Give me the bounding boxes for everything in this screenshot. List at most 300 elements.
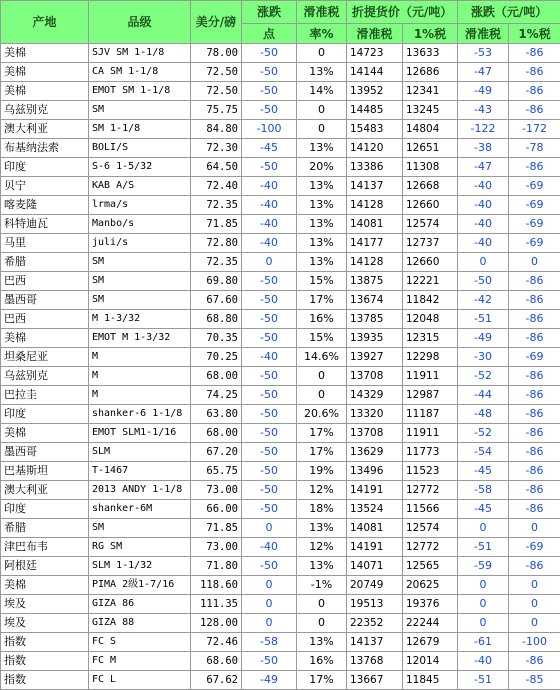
cell-sliding-tax: 13% [297,234,347,253]
cell-sliding-tax: 15% [297,272,347,291]
cell-sliding-tax: 14% [297,82,347,101]
cell-origin: 津巴布韦 [1,538,89,557]
cell-change-pts: -40 [242,196,297,215]
cell-change-1pct: 0 [509,595,560,614]
cell-landed-sliding: 14120 [347,139,403,158]
cell-sliding-tax: 13% [297,139,347,158]
cell-grade: SLM [89,443,191,462]
cell-change-pts: -50 [242,462,297,481]
cell-landed-sliding: 14177 [347,234,403,253]
cell-change-pts: 0 [242,519,297,538]
cell-usd-price: 69.80 [191,272,242,291]
cell-change-1pct: -86 [509,44,560,63]
cell-grade: SM [89,253,191,272]
cell-origin: 印度 [1,158,89,177]
cell-sliding-tax: 12% [297,538,347,557]
cell-grade: EMOT SM 1-1/8 [89,82,191,101]
cell-usd-price: 72.80 [191,234,242,253]
cell-grade: SM [89,519,191,538]
cell-usd-price: 71.85 [191,215,242,234]
cell-landed-sliding: 14137 [347,633,403,652]
cell-change-sliding: -47 [458,63,509,82]
table-row [1,595,560,614]
cell-landed-sliding: 14081 [347,215,403,234]
cell-change-1pct: -86 [509,462,560,481]
cell-change-sliding: -58 [458,481,509,500]
cell-origin: 指数 [1,652,89,671]
cell-usd-price: 118.60 [191,576,242,595]
cell-origin: 科特迪瓦 [1,215,89,234]
cell-change-pts: -40 [242,234,297,253]
cell-grade: SM [89,101,191,120]
table-row [1,405,560,424]
cell-change-1pct: -78 [509,139,560,158]
cell-landed-sliding: 20749 [347,576,403,595]
cell-change-pts: -49 [242,671,297,690]
cell-usd-price: 111.35 [191,595,242,614]
cell-landed-1pct: 12315 [403,329,458,348]
cell-change-1pct: -86 [509,386,560,405]
cell-grade: SM [89,291,191,310]
cell-change-1pct: -86 [509,63,560,82]
cell-grade: PIMA 2级1-7/16 [89,576,191,595]
cell-change-sliding: -59 [458,557,509,576]
cell-grade: S-6 1-5/32 [89,158,191,177]
cell-sliding-tax: 0 [297,595,347,614]
cell-landed-1pct: 11187 [403,405,458,424]
cell-usd-price: 67.62 [191,671,242,690]
cell-change-1pct: -69 [509,177,560,196]
cell-grade: EMOT M 1-3/32 [89,329,191,348]
cell-landed-sliding: 14081 [347,519,403,538]
table-row [1,424,560,443]
table-row [1,557,560,576]
table-row [1,633,560,652]
cell-change-1pct: 0 [509,614,560,633]
cell-landed-sliding: 13674 [347,291,403,310]
table-row [1,538,560,557]
cell-landed-1pct: 12772 [403,481,458,500]
table-body [1,44,560,690]
cell-landed-1pct: 12679 [403,633,458,652]
cell-change-pts: -40 [242,538,297,557]
header-landed-1pct: 1%税 [403,24,458,44]
header-sliding-tax-top: 滑准税 [297,1,347,24]
cell-change-sliding: 0 [458,595,509,614]
cell-change-sliding: -40 [458,196,509,215]
cell-origin: 希腊 [1,519,89,538]
table-row [1,652,560,671]
cell-origin: 墨西哥 [1,291,89,310]
cell-landed-1pct: 12651 [403,139,458,158]
cell-change-pts: -58 [242,633,297,652]
cell-landed-1pct: 11523 [403,462,458,481]
cell-landed-1pct: 12737 [403,234,458,253]
table-row [1,63,560,82]
cell-landed-1pct: 12014 [403,652,458,671]
table-row [1,44,560,63]
table-row [1,82,560,101]
cell-grade: CA SM 1-1/8 [89,63,191,82]
cell-change-pts: -50 [242,101,297,120]
cell-change-1pct: -86 [509,310,560,329]
cell-landed-1pct: 12574 [403,519,458,538]
cell-change-1pct: 0 [509,253,560,272]
cell-change-1pct: -172 [509,120,560,139]
cell-change-sliding: -44 [458,386,509,405]
cell-sliding-tax: 18% [297,500,347,519]
cell-sliding-tax: 20.6% [297,405,347,424]
cell-landed-1pct: 12668 [403,177,458,196]
cell-usd-price: 72.50 [191,63,242,82]
cell-usd-price: 70.35 [191,329,242,348]
cell-change-1pct: -86 [509,443,560,462]
table-row [1,177,560,196]
cell-usd-price: 71.85 [191,519,242,538]
cell-change-pts: -100 [242,120,297,139]
cell-landed-sliding: 14485 [347,101,403,120]
table-row [1,671,560,690]
cell-landed-sliding: 13496 [347,462,403,481]
header-change-sliding: 滑准税 [458,24,509,44]
cell-landed-1pct: 12565 [403,557,458,576]
cell-grade: BOLI/S [89,139,191,158]
cell-change-1pct: 0 [509,519,560,538]
cell-landed-sliding: 13667 [347,671,403,690]
cell-sliding-tax: 16% [297,310,347,329]
cell-origin: 巴拉圭 [1,386,89,405]
cell-change-pts: 0 [242,253,297,272]
cell-origin: 美棉 [1,424,89,443]
cell-usd-price: 68.00 [191,424,242,443]
cell-origin: 指数 [1,633,89,652]
cell-usd-price: 68.60 [191,652,242,671]
cell-change-pts: -50 [242,63,297,82]
cell-sliding-tax: 13% [297,557,347,576]
cell-origin: 美棉 [1,63,89,82]
table-row [1,253,560,272]
cell-change-sliding: -52 [458,424,509,443]
cell-landed-1pct: 11911 [403,367,458,386]
cell-change-1pct: -85 [509,671,560,690]
cell-usd-price: 70.25 [191,348,242,367]
cell-origin: 巴基斯坦 [1,462,89,481]
table-row [1,234,560,253]
cell-landed-1pct: 12772 [403,538,458,557]
cell-grade: KAB A/S [89,177,191,196]
cell-change-sliding: -42 [458,291,509,310]
cell-landed-sliding: 14144 [347,63,403,82]
cell-change-1pct: -86 [509,101,560,120]
cell-change-sliding: -61 [458,633,509,652]
table-row [1,614,560,633]
cell-grade: FC S [89,633,191,652]
cell-landed-sliding: 14191 [347,538,403,557]
cell-sliding-tax: -1% [297,576,347,595]
cell-usd-price: 67.60 [191,291,242,310]
cell-landed-1pct: 12660 [403,196,458,215]
cell-change-sliding: 0 [458,519,509,538]
table-row [1,158,560,177]
header-landed-price: 折提货价（元/吨） [347,1,458,24]
cell-change-pts: -50 [242,557,297,576]
cell-origin: 希腊 [1,253,89,272]
cell-origin: 美棉 [1,82,89,101]
cell-landed-sliding: 13768 [347,652,403,671]
cell-landed-sliding: 13875 [347,272,403,291]
cell-usd-price: 73.00 [191,538,242,557]
cell-change-sliding: -30 [458,348,509,367]
header-change-cny: 涨跌（元/吨） [458,1,560,24]
cell-landed-1pct: 20625 [403,576,458,595]
cell-change-sliding: -53 [458,44,509,63]
cell-grade: SM [89,272,191,291]
cell-sliding-tax: 14.6% [297,348,347,367]
cell-change-pts: -50 [242,329,297,348]
cell-landed-sliding: 14191 [347,481,403,500]
header-origin: 产地 [1,1,89,44]
cell-change-pts: -50 [242,82,297,101]
cell-grade: M [89,348,191,367]
cell-change-pts: -50 [242,481,297,500]
cell-landed-1pct: 12686 [403,63,458,82]
table-row [1,500,560,519]
cell-origin: 阿根廷 [1,557,89,576]
cell-change-pts: -40 [242,348,297,367]
cell-landed-1pct: 14804 [403,120,458,139]
cell-grade: shanker-6M [89,500,191,519]
cell-change-1pct: 0 [509,576,560,595]
cell-landed-1pct: 19376 [403,595,458,614]
cell-landed-1pct: 12341 [403,82,458,101]
cell-change-1pct: -86 [509,557,560,576]
cell-change-pts: -50 [242,291,297,310]
cell-usd-price: 75.75 [191,101,242,120]
cell-usd-price: 72.35 [191,196,242,215]
header-landed-sliding: 滑准税 [347,24,403,44]
cell-sliding-tax: 15% [297,329,347,348]
cell-landed-sliding: 14723 [347,44,403,63]
cell-origin: 美棉 [1,576,89,595]
cell-change-sliding: 0 [458,614,509,633]
cell-change-1pct: -86 [509,481,560,500]
cell-usd-price: 72.50 [191,82,242,101]
cell-change-pts: -50 [242,652,297,671]
cell-change-pts: 0 [242,595,297,614]
cell-usd-price: 64.50 [191,158,242,177]
cell-change-sliding: -40 [458,652,509,671]
cell-change-sliding: -47 [458,158,509,177]
cell-origin: 埃及 [1,595,89,614]
cell-origin: 墨西哥 [1,443,89,462]
cell-sliding-tax: 12% [297,481,347,500]
table-row [1,272,560,291]
table-row [1,310,560,329]
cell-usd-price: 78.00 [191,44,242,63]
cell-landed-sliding: 13629 [347,443,403,462]
table-row [1,386,560,405]
cell-landed-1pct: 11308 [403,158,458,177]
cell-sliding-tax: 13% [297,196,347,215]
cell-change-sliding: -38 [458,139,509,158]
cell-sliding-tax: 13% [297,633,347,652]
cell-landed-sliding: 22352 [347,614,403,633]
cell-sliding-tax: 13% [297,63,347,82]
cell-origin: 贝宁 [1,177,89,196]
cell-usd-price: 73.00 [191,481,242,500]
cell-change-1pct: -86 [509,329,560,348]
cell-change-sliding: -45 [458,500,509,519]
cell-sliding-tax: 16% [297,652,347,671]
cell-landed-sliding: 13927 [347,348,403,367]
cell-origin: 澳大利亚 [1,120,89,139]
cell-change-pts: -50 [242,44,297,63]
cell-change-pts: -50 [242,500,297,519]
cell-change-sliding: -40 [458,234,509,253]
cell-landed-sliding: 13935 [347,329,403,348]
cell-change-1pct: -100 [509,633,560,652]
cell-landed-1pct: 22244 [403,614,458,633]
cell-change-pts: -50 [242,386,297,405]
cell-change-pts: 0 [242,614,297,633]
cell-usd-price: 72.46 [191,633,242,652]
table-row [1,139,560,158]
cell-change-sliding: -52 [458,367,509,386]
cell-sliding-tax: 0 [297,44,347,63]
cell-grade: M [89,367,191,386]
cell-sliding-tax: 17% [297,443,347,462]
cell-origin: 指数 [1,671,89,690]
cell-grade: M 1-3/32 [89,310,191,329]
cell-change-sliding: 0 [458,576,509,595]
cell-landed-sliding: 13708 [347,424,403,443]
cell-sliding-tax: 17% [297,424,347,443]
cell-landed-sliding: 19513 [347,595,403,614]
table-row [1,291,560,310]
cell-sliding-tax: 0 [297,614,347,633]
cell-sliding-tax: 13% [297,519,347,538]
cell-sliding-tax: 0 [297,367,347,386]
cell-landed-1pct: 13633 [403,44,458,63]
cell-change-pts: -50 [242,310,297,329]
cell-grade: T-1467 [89,462,191,481]
cell-change-sliding: 0 [458,253,509,272]
cell-landed-sliding: 14128 [347,196,403,215]
cell-grade: M [89,386,191,405]
cell-grade: juli/s [89,234,191,253]
cell-change-1pct: -86 [509,272,560,291]
cell-sliding-tax: 0 [297,386,347,405]
cell-change-pts: 0 [242,576,297,595]
cell-change-sliding: -43 [458,101,509,120]
cell-change-pts: -45 [242,139,297,158]
header-change-pts-bottom: 点 [242,24,297,44]
cell-usd-price: 68.80 [191,310,242,329]
cell-usd-price: 65.75 [191,462,242,481]
cell-landed-1pct: 11566 [403,500,458,519]
cell-grade: RG SM [89,538,191,557]
cell-change-1pct: -86 [509,405,560,424]
cell-grade: GIZA 86 [89,595,191,614]
cell-change-1pct: -69 [509,215,560,234]
cell-origin: 印度 [1,405,89,424]
cell-grade: lrma/s [89,196,191,215]
cell-origin: 马里 [1,234,89,253]
header-change-pts-top: 涨跌 [242,1,297,24]
table-row [1,120,560,139]
cell-landed-sliding: 14071 [347,557,403,576]
cell-usd-price: 128.00 [191,614,242,633]
cell-change-1pct: -69 [509,234,560,253]
table-row [1,519,560,538]
cell-change-pts: -40 [242,215,297,234]
cell-sliding-tax: 19% [297,462,347,481]
cell-landed-sliding: 13708 [347,367,403,386]
cell-sliding-tax: 13% [297,177,347,196]
header-change-1pct: 1%税 [509,24,560,44]
cell-origin: 埃及 [1,614,89,633]
cell-change-1pct: -86 [509,158,560,177]
cell-usd-price: 72.35 [191,253,242,272]
cell-sliding-tax: 13% [297,253,347,272]
cell-landed-sliding: 13785 [347,310,403,329]
cell-origin: 乌兹别克 [1,101,89,120]
cell-change-sliding: -50 [458,272,509,291]
cell-landed-sliding: 13320 [347,405,403,424]
cell-grade: SLM 1-1/32 [89,557,191,576]
cell-change-sliding: -40 [458,177,509,196]
cell-change-pts: -50 [242,443,297,462]
cell-landed-sliding: 13524 [347,500,403,519]
cell-landed-1pct: 12298 [403,348,458,367]
cell-change-1pct: -86 [509,291,560,310]
cell-usd-price: 67.20 [191,443,242,462]
cell-change-sliding: -40 [458,215,509,234]
cell-origin: 印度 [1,500,89,519]
cell-change-1pct: -69 [509,538,560,557]
cell-sliding-tax: 17% [297,291,347,310]
cell-landed-1pct: 11773 [403,443,458,462]
cell-grade: EMOT SLM1-1/16 [89,424,191,443]
cell-origin: 喀麦隆 [1,196,89,215]
cell-origin: 巴西 [1,310,89,329]
cell-landed-1pct: 13245 [403,101,458,120]
cell-usd-price: 68.00 [191,367,242,386]
cell-sliding-tax: 13% [297,215,347,234]
cell-landed-1pct: 12987 [403,386,458,405]
cell-change-1pct: -86 [509,500,560,519]
cell-change-pts: -50 [242,158,297,177]
cell-change-sliding: -54 [458,443,509,462]
cell-usd-price: 84.80 [191,120,242,139]
cell-landed-1pct: 12574 [403,215,458,234]
cell-change-1pct: -86 [509,424,560,443]
cell-usd-price: 66.00 [191,500,242,519]
header-row-1 [1,1,560,24]
cell-sliding-tax: 0 [297,101,347,120]
cell-grade: SM 1-1/8 [89,120,191,139]
cell-grade: SJV SM 1-1/8 [89,44,191,63]
cell-landed-1pct: 11911 [403,424,458,443]
cell-origin: 乌兹别克 [1,367,89,386]
cell-landed-sliding: 13386 [347,158,403,177]
header-usd-price: 美分/磅 [191,1,242,44]
cell-change-1pct: -86 [509,82,560,101]
cell-grade: Manbo/s [89,215,191,234]
table-row [1,329,560,348]
table-row [1,348,560,367]
cell-usd-price: 72.30 [191,139,242,158]
